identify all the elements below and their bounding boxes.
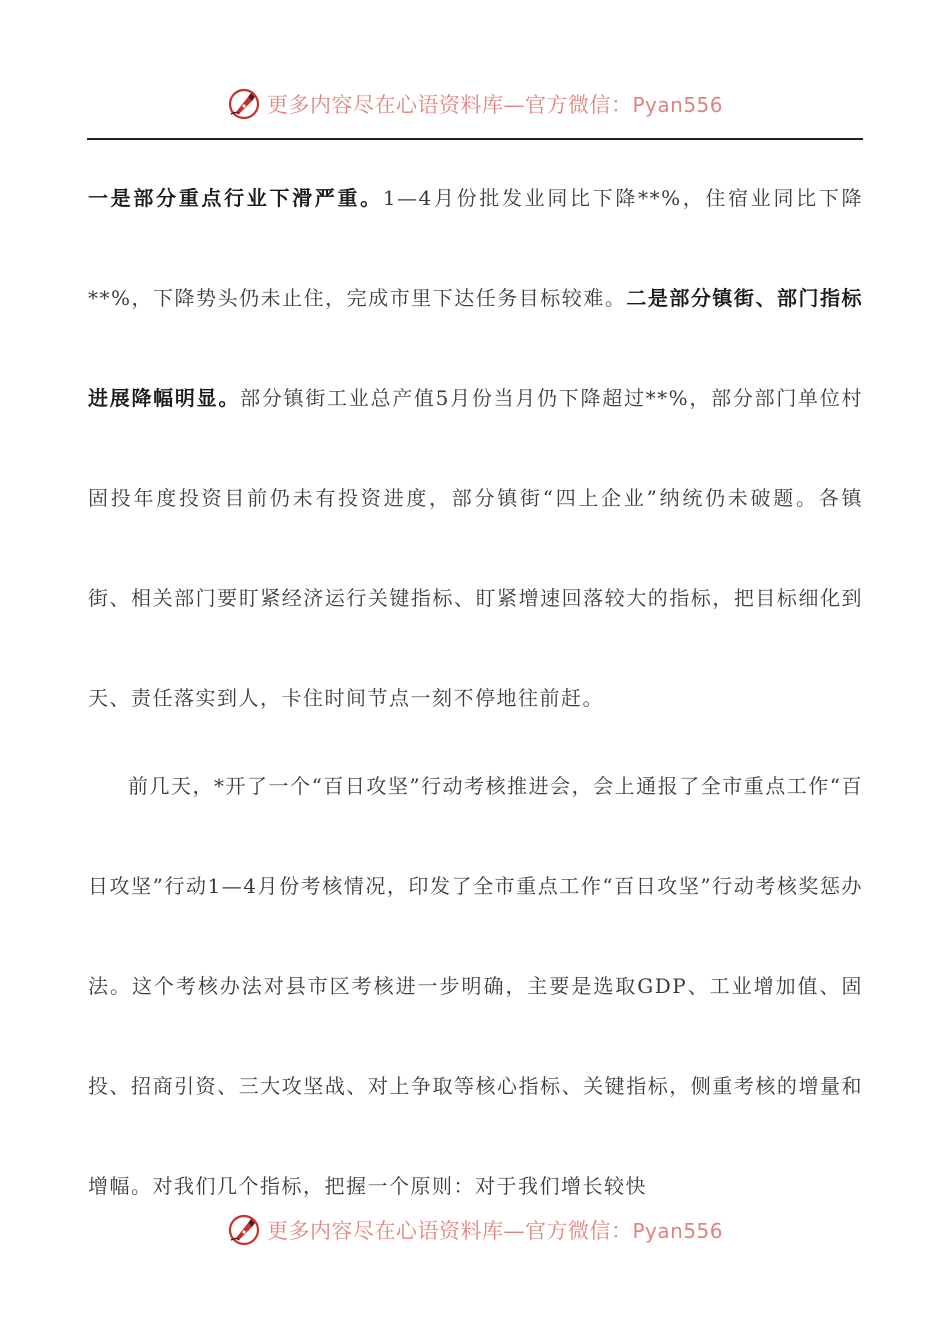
footer-banner-cn: 更多内容尽在心语资料库—官方微信： xyxy=(266,1219,633,1243)
bold-heading-2: 二是部分镇街、部门指标进展降幅明显。 xyxy=(88,286,864,410)
footer-banner-id: Pyan556 xyxy=(632,1219,723,1243)
footer-banner-text xyxy=(267,1215,723,1245)
bold-heading-1: 一是部分重点行业下滑严重。 xyxy=(88,186,383,210)
pen-nib-circle-icon xyxy=(227,87,261,121)
header-banner-cn: 更多内容尽在心语资料库—官方微信： xyxy=(266,93,633,117)
paragraph-text: 前几天，*开了一个“百日攻坚”行动考核推进会，会上通报了全市重点工作“百日攻坚”行动1—4月份考核情况，印发了全市重点工作“百日攻坚”行动考核奖惩办法。这个考核办法对县市区考核进一步明确，主要是选取GDP、工业增加值、固投、招商引资、三大攻坚战、对上争取等核心指标、关键指标，侧重考核的增量和增幅。对我们几个指标，把握一个原则：对于我们增长较快 xyxy=(88,774,863,1198)
header-banner-id: Pyan556 xyxy=(632,93,723,117)
paragraph-2 xyxy=(88,736,863,1236)
paragraph-text: 1—4月份批发业同比下降**%，住宿业同比下降**%，下降势头仍未止住，完成市里下达任务目标较难。 xyxy=(88,186,864,310)
footer-banner xyxy=(0,1208,950,1252)
paragraph-text: 部分镇街工业总产值5月份当月仍下降超过**%，部分部门单位村固投年度投资目前仍未有投资进度，部分镇街“四上企业”纳统仍未破题。各镇街、相关部门要盯紧经济运行关键指标、盯紧增速回落较大的指标，把目标细化到天、责任落实到人，卡住时间节点一刻不停地往前赶。 xyxy=(88,386,864,710)
header-divider xyxy=(87,138,863,140)
header-banner xyxy=(0,82,950,126)
document-body xyxy=(88,148,863,1236)
header-banner-text xyxy=(267,89,723,119)
pen-nib-circle-icon xyxy=(227,1213,261,1247)
paragraph-1 xyxy=(88,148,863,748)
